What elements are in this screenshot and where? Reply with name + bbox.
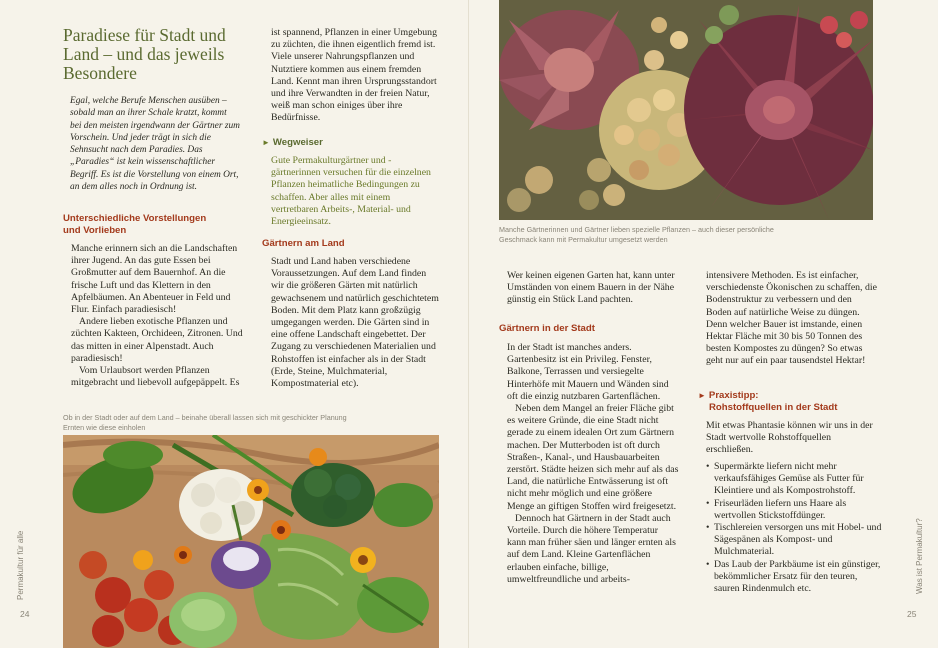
running-head-right: Was ist Permakultur? [915,518,924,594]
list-item: • Tischlereien versorgen uns mit Hobel- und Sägespänen als Kompost- und Mulchmaterial. [706,522,882,559]
praxistipp-intro: Mit etwas Phantasie können wir uns in der Stadt wertvolle Rohstoffquellen erschließen. [706,420,873,456]
section-stadt-text [507,342,679,586]
list-item: • Friseurläden liefern uns Haare als wertvollen Stickstoffdünger. [706,498,882,522]
paragraph: Dennoch hat Gärtnern in der Stadt auch Vorteile. Durch die höhere Temperatur kann man früher säen und länger ernten als auf dem Land. Kleine Gartenflächen erlauben einfache, billige, umweltfreundliche und arbeits- [507,512,676,585]
praxistipp-heading: ► Praxistipp: Rohstoffquellen in der Stadt [698,390,838,413]
section-heading-stadt: Gärtnern in der Stadt [499,323,595,334]
arrow-icon: ► [698,391,706,400]
wegweiser-text: Gute Permakulturgärtner und -gärtnerinnen versuchen für die einzelnen Pflanzen heimatliche Bedingungen zu schaffen. Aber alles mit einem vertretbaren Arbeits-, Material- und Energieeinsatz. [271,155,431,228]
chapter-title: Paradiese für Stadt und Land – und das jeweils Besondere [63,25,226,83]
photo-caption-right: Manche Gärtnerinnen und Gärtner lieben spezielle Pflanzen – auch dieser persönliche Geschmack kann mit Permakultur umgesetzt werden [499,225,774,244]
paragraph: Neben dem Mangel an freier Fläche gibt es weitere Gründe, die eine Stadt nicht gerade zu einem idealen Ort zum Gärtnern machen. Der Mutterboden ist oft durch Straßen-, Kanal-, und Hausbauarbeiten zerstört. Städte heizen sich mehr auf als das Land, die natürliche Entwässerung ist oft nicht mehr möglich und eine größere Menge an giftigen Stoffen wird freigesetzt. [507,403,679,512]
wegweiser-heading: ► Wegweiser [262,137,323,148]
photo-caption-left: Ob in der Stadt oder auf dem Land – beinahe überall lassen sich mit geschickter Planung Ernten wie diese einholen [63,413,347,432]
rohstoffquellen-list [706,461,882,595]
succulents-image [499,0,873,220]
column1-top-text: Wer keinen eigenen Garten hat, kann unter Umständen von einem Bauern in der Nähe günstig ein Stück Land pachten. [507,270,675,306]
section-land-text: Stadt und Land haben verschiedene Voraussetzungen. Auf dem Land finden wir die größeren Gärten mit natürlich gewachsenem und natürlich geschichtetem Boden. Mit dem Platz kann großzügig umgegangen werden. Die Gärten sind in eine offene Landschaft eingebettet. Der Zugang zu verschiedenen Materialien und Rohstoffen ist einfacher als in der Stadt (Erde, Steine, Mulchmaterial, Kompostmaterial etc). [271,256,439,390]
vegetable-harvest-photo [63,435,439,648]
section-vorstellungen-text [71,243,247,389]
paragraph: Andere lieben exotische Pflanzen und züchten Kakteen, Orchideen, Zitronen. Und das mitten in einer Alpenstadt. Auch paradiesisch! [71,316,243,364]
paragraph: Manche erinnern sich an die Landschaften ihrer Jugend. An das gute Essen bei Großmutter auf dem Bauernhof. An die frische Luft und das Klettern in den Apfelbäumen. An Abenteuer in Feld und Flur. Einfach paradiesisch! [71,243,238,316]
list-item: • Supermärkte liefern nicht mehr verkaufsfähiges Gemüse als Futter für Kleintiere und als Kompostrohstoff. [706,461,882,498]
paragraph: Vom Urlaubsort werden Pflanzen mitgebracht und liebevoll aufgepäppelt. Es [71,365,240,389]
section-heading-vorstellungen: Unterschiedliche Vorstellungen und Vorlieben [63,213,207,236]
column2-top-text-right: intensivere Methoden. Es ist einfacher, verschiedenste Ökonischen zu schaffen, die Bodenstruktur zu verbessern und den Boden auf natürliche Weise zu düngen. Denn welcher Bauer ist imstande, einen Hektar Fläche mit 30 bis 50 Tonnen des besten Kompostes zu düngen? So etwas geht nur auf ein paar tausendstel Hektar! [706,270,877,367]
vegetable-harvest-image [63,435,439,648]
right-page [469,0,938,648]
page-number-right: 25 [907,609,917,619]
page-number-left: 24 [20,609,30,619]
running-head-left: Permakultur für alle [16,530,25,600]
section-heading-land: Gärtnern am Land [262,238,345,249]
list-item: • Das Laub der Parkbäume ist ein günstiger, bekömmlicher Ersatz für den teuren, sauren Rindenmulch etc. [706,559,882,596]
arrow-icon: ► [262,138,270,147]
intro-text: Egal, welche Berufe Menschen ausüben – sobald man an ihrer Schale kratzt, kommt bei den meisten irgendwann der Gärtner zum Vorschein. Und jeder trägt in sich die Sehnsucht nach dem Paradies. Das „Paradies“ ist kein wissenschaftlicher Begriff. Es ist die Vorstellung von einem Ort, an dem alles noch in Ordnung ist. [70,96,240,193]
paragraph: In der Stadt ist manches anders. Gartenbesitz ist ein Privileg. Fenster, Balkone, Terrassen und versiegelte Hinterhöfe mit Mauern und Wänden sind oft die einzig nutzbaren Gartenflächen. [507,342,669,402]
column2-top-text: ist spannend, Pflanzen in einer Umgebung zu züchten, die ihnen eigentlich fremd ist. Viele unserer Nahrungspflanzen und Nutztiere kommen aus einem fremden Land. Kennt man ihren Ursprungsstandort und ihre Verwandten in der freien Natur, weiß man schon einiges über ihre Bedürfnisse. [271,27,437,124]
succulents-photo [499,0,873,220]
